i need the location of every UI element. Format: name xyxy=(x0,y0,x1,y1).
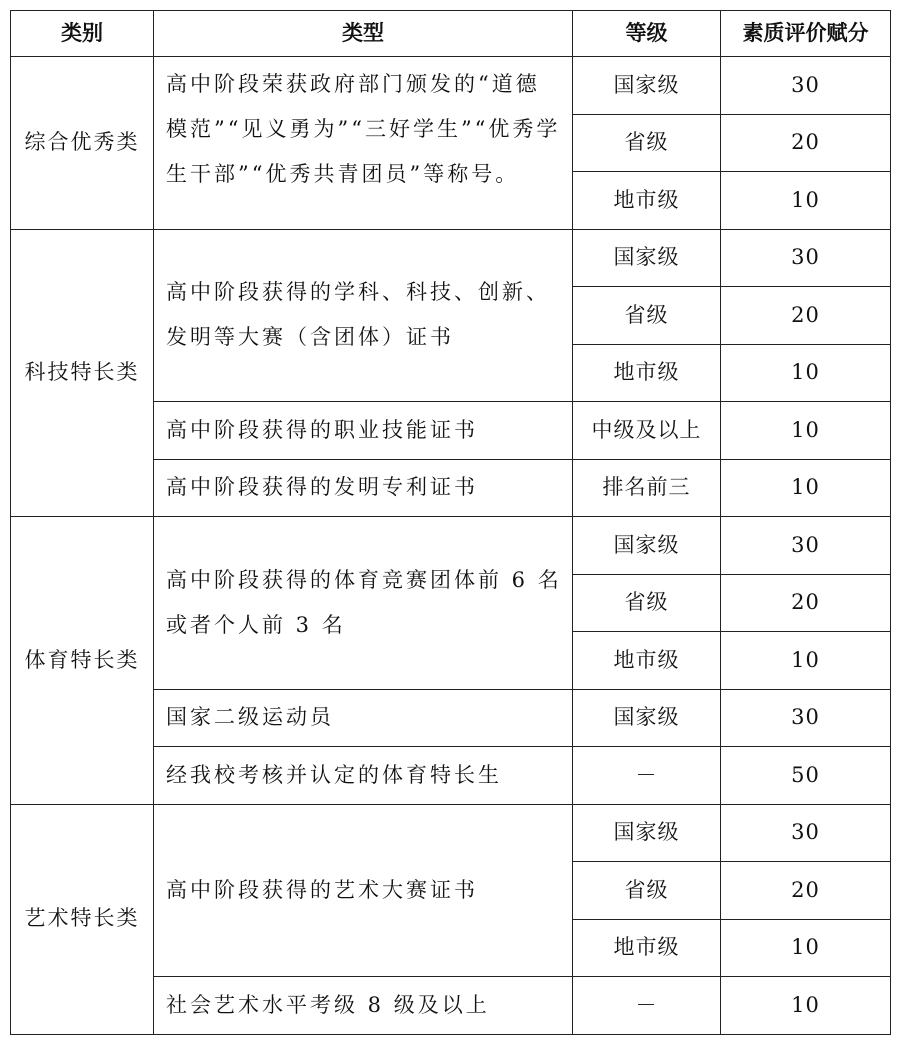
score-cell: 20 xyxy=(721,114,891,172)
score-cell: 30 xyxy=(721,229,891,287)
level-cell: 省级 xyxy=(573,862,721,920)
score-cell: 10 xyxy=(721,919,891,977)
score-cell: 10 xyxy=(721,459,891,517)
header-category: 类别 xyxy=(11,11,154,57)
type-athlete-level2: 国家二级运动员 xyxy=(154,689,573,747)
level-cell: 地市级 xyxy=(573,172,721,230)
level-cell: 国家级 xyxy=(573,517,721,575)
category-sports: 体育特长类 xyxy=(11,517,154,805)
type-art-level-exam: 社会艺术水平考级 8 级及以上 xyxy=(154,977,573,1035)
level-cell: － xyxy=(573,747,721,805)
header-score: 素质评价赋分 xyxy=(721,11,891,57)
level-cell: 省级 xyxy=(573,287,721,345)
level-cell: 国家级 xyxy=(573,57,721,115)
table-row xyxy=(11,57,891,115)
level-cell: 排名前三 xyxy=(573,459,721,517)
level-cell: 国家级 xyxy=(573,689,721,747)
score-cell: 30 xyxy=(721,689,891,747)
score-cell: 30 xyxy=(721,57,891,115)
level-cell: 国家级 xyxy=(573,804,721,862)
type-tech-contest: 高中阶段获得的学科、科技、创新、发明等大赛（含团体）证书 xyxy=(154,229,573,402)
score-cell: 10 xyxy=(721,172,891,230)
score-cell: 30 xyxy=(721,517,891,575)
score-cell: 20 xyxy=(721,862,891,920)
header-type: 类型 xyxy=(154,11,573,57)
level-cell: 省级 xyxy=(573,574,721,632)
score-table xyxy=(10,10,891,1035)
type-patent-cert: 高中阶段获得的发明专利证书 xyxy=(154,459,573,517)
level-cell: 国家级 xyxy=(573,229,721,287)
score-cell: 30 xyxy=(721,804,891,862)
header-row xyxy=(11,11,891,57)
level-cell: 地市级 xyxy=(573,632,721,690)
type-sports-contest: 高中阶段获得的体育竞赛团体前 6 名或者个人前 3 名 xyxy=(154,517,573,690)
type-art-contest: 高中阶段获得的艺术大赛证书 xyxy=(154,804,573,977)
type-honor-title: 高中阶段荣获政府部门颁发的“道德模范”“见义勇为”“三好学生”“优秀学生干部”“优秀共青团员”等称号。 xyxy=(154,57,573,230)
score-cell: 10 xyxy=(721,402,891,460)
level-cell: 地市级 xyxy=(573,919,721,977)
table-row xyxy=(11,229,891,287)
score-cell: 20 xyxy=(721,574,891,632)
level-cell: － xyxy=(573,977,721,1035)
category-art: 艺术特长类 xyxy=(11,804,154,1034)
level-cell: 地市级 xyxy=(573,344,721,402)
type-vocational-cert: 高中阶段获得的职业技能证书 xyxy=(154,402,573,460)
score-cell: 20 xyxy=(721,287,891,345)
type-school-certified: 经我校考核并认定的体育特长生 xyxy=(154,747,573,805)
level-cell: 省级 xyxy=(573,114,721,172)
header-level: 等级 xyxy=(573,11,721,57)
category-tech: 科技特长类 xyxy=(11,229,154,517)
table-row xyxy=(11,517,891,575)
category-comprehensive: 综合优秀类 xyxy=(11,57,154,230)
score-cell: 50 xyxy=(721,747,891,805)
table-row xyxy=(11,804,891,862)
score-cell: 10 xyxy=(721,344,891,402)
score-cell: 10 xyxy=(721,977,891,1035)
score-cell: 10 xyxy=(721,632,891,690)
level-cell: 中级及以上 xyxy=(573,402,721,460)
